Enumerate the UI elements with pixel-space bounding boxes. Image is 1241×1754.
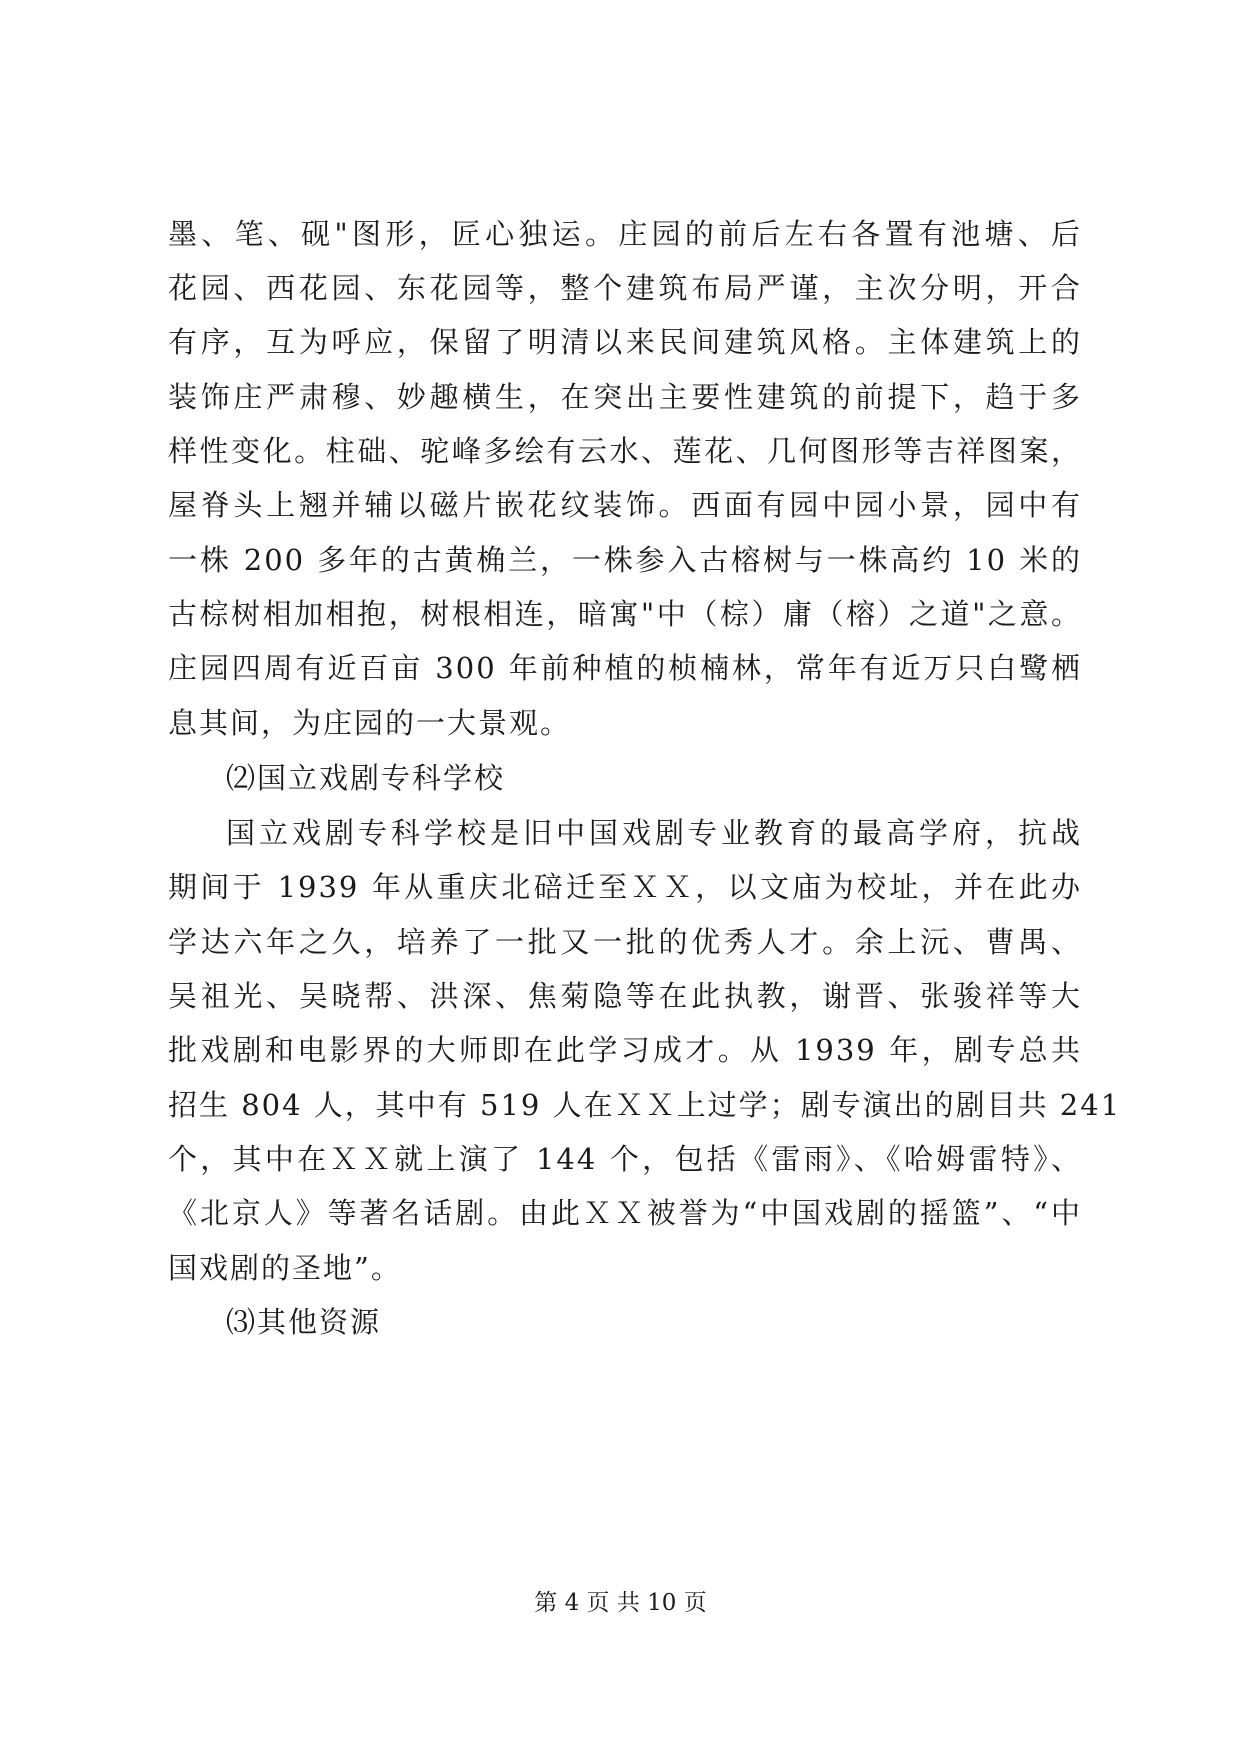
- body-line: 花园、西花园、东花园等，整个建筑布局严谨，主次分明，开合: [168, 271, 1082, 305]
- section-heading: ⑶其他资源: [226, 1305, 382, 1339]
- body-line: 样性变化。柱础、驼峰多绘有云水、莲花、几何图形等吉祥图案，: [168, 434, 1082, 468]
- page-number-footer: 第 4 页 共 10 页: [534, 1590, 707, 1616]
- body-line: 个，其中在ＸＸ就上演了 144 个，包括《雷雨》、《哈姆雷特》、: [168, 1142, 1082, 1176]
- body-line: 国戏剧的圣地”。: [168, 1251, 402, 1285]
- body-line: 墨、笔、砚"图形，匠心独运。庄园的前后左右各置有池塘、后: [168, 217, 1082, 251]
- body-line: 有序，互为呼应，保留了明清以来民间建筑风格。主体建筑上的: [168, 325, 1082, 359]
- body-line: 一株 200 多年的古黄桷兰，一株参入古榕树与一株高约 10 米的: [168, 543, 1082, 577]
- body-line: 国立戏剧专科学校是旧中国戏剧专业教育的最高学府，抗战: [226, 816, 1082, 850]
- body-line: 装饰庄严肃穆、妙趣横生，在突出主要性建筑的前提下，趋于多: [168, 380, 1082, 414]
- section-heading: ⑵国立戏剧专科学校: [226, 761, 506, 795]
- body-line: 吴祖光、吴晓帮、洪深、焦菊隐等在此执教，谢晋、张骏祥等大: [168, 979, 1082, 1013]
- body-line: 学达六年之久，培养了一批又一批的优秀人才。余上沅、曹禺、: [168, 925, 1082, 959]
- body-line: 庄园四周有近百亩 300 年前种植的桢楠林，常年有近万只白鹭栖: [168, 651, 1082, 685]
- body-line: 批戏剧和电影界的大师即在此学习成才。从 1939 年，剧专总共: [168, 1033, 1082, 1067]
- body-line: 招生 804 人，其中有 519 人在ＸＸ上过学；剧专演出的剧目共 241: [168, 1088, 1122, 1122]
- body-line: 期间于 1939 年从重庆北碚迁至ＸＸ，以文庙为校址，并在此办: [168, 870, 1082, 904]
- body-line: 古棕树相加相抱，树根相连，暗寓"中（棕）庸（榕）之道"之意。: [168, 597, 1082, 631]
- body-line: 《北京人》等著名话剧。由此ＸＸ被誉为“中国戏剧的摇篮”、“中: [168, 1196, 1082, 1230]
- body-line: 屋脊头上翘并辅以磁片嵌花纹装饰。西面有园中园小景，园中有: [168, 488, 1082, 522]
- body-line: 息其间，为庄园的一大景观。: [168, 706, 572, 740]
